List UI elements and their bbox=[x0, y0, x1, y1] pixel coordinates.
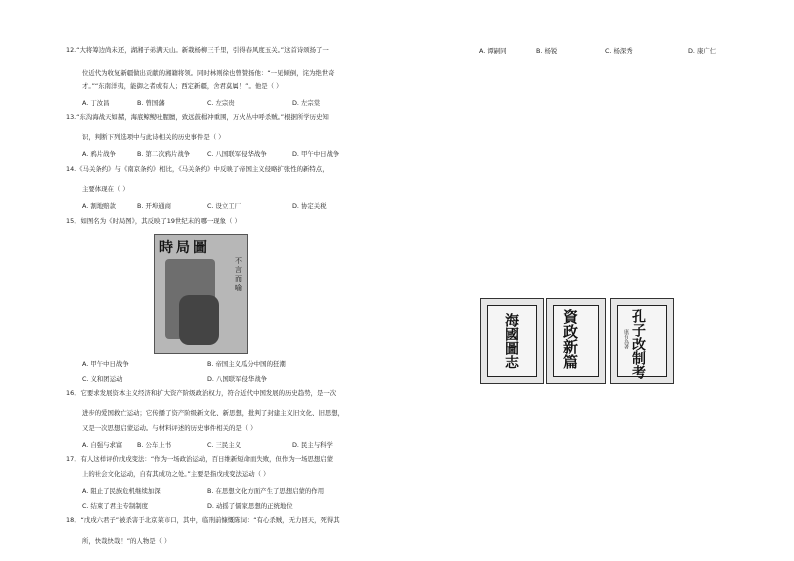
book2-title: 資政新篇 bbox=[561, 309, 579, 369]
q16-option-d: D. 民主与科学 bbox=[292, 441, 333, 449]
q18-option-c: C. 杨深秀 bbox=[605, 47, 633, 55]
q14-option-d: D. 协定关税 bbox=[292, 202, 327, 210]
book-cover-zizheng-xinpian bbox=[546, 298, 606, 384]
q16-line3: 又是一次思想启蒙运动。与材料评述的历史事件相关的是（ ） bbox=[82, 424, 257, 432]
q12-option-d: D. 左宗棠 bbox=[292, 99, 321, 107]
q17-option-d: D. 动摇了儒家思想的正统地位 bbox=[207, 502, 293, 510]
q16-option-b: B. 公车上书 bbox=[137, 441, 172, 449]
book3-title: 孔子改制考 bbox=[630, 309, 646, 379]
poster-figure-shadow bbox=[179, 295, 219, 345]
q15-option-c: C. 义和团运动 bbox=[82, 375, 123, 383]
q18-option-d: D. 康广仁 bbox=[688, 47, 717, 55]
q18-option-a: A. 谭嗣同 bbox=[479, 47, 507, 55]
q15-option-b: B. 帝国主义瓜分中国的狂潮 bbox=[207, 360, 286, 368]
q14-option-b: B. 开埠通商 bbox=[137, 202, 172, 210]
poster-side-text: 不言而喻 bbox=[235, 257, 242, 292]
q16-line1: 16．它要求发展资本主义经济和扩大资产阶级政治权力，符合近代中国发展的历史趋势，是一次 bbox=[66, 389, 337, 397]
q12-option-c: C. 左宗贵 bbox=[207, 99, 235, 107]
q12-option-b: B. 曾国藩 bbox=[137, 99, 165, 107]
q17-line1: 17．有人这样评价戊戌变法：“作为一场政治运动，百日维新短命而失败，但作为一场思想启蒙 bbox=[66, 455, 334, 463]
q12-line3: 才。”“东南洋夷，能御之者或有人；西定新疆，舍君莫属！”。他是（ ） bbox=[82, 82, 283, 90]
q15-option-a: A. 甲午中日战争 bbox=[82, 360, 129, 368]
q14-line1: 14.《马关条约》与《南京条约》相比，《马关条约》中反映了帝国主义侵略扩张性的新特点， bbox=[66, 165, 329, 173]
q14-line2: 主要体现在（ ） bbox=[82, 185, 129, 193]
shiju-tu-image bbox=[154, 234, 248, 354]
q13-line2: 识，判断下列选项中与此诗相关的历史事件是（ ） bbox=[82, 133, 225, 141]
q18-option-b: B. 杨锐 bbox=[536, 47, 558, 55]
q14-option-a: A. 割地赔款 bbox=[82, 202, 116, 210]
q17-line2: 上的社会文化运动，自有其成功之处。”主要是指戊戌变法运动（ ） bbox=[82, 470, 270, 478]
q15-line1: 15．如图名为《时局图》，其反映了19世纪末的哪一现象（ ） bbox=[66, 217, 241, 225]
book-cover-haiguo-tuzhi bbox=[480, 298, 544, 384]
q16-line2: 进步的爱国救亡运动；它传播了资产阶级新文化、新思想，批判了封建主义旧文化、旧思想， bbox=[82, 409, 345, 417]
q16-option-c: C. 三民主义 bbox=[207, 441, 242, 449]
q17-option-b: B. 在思想文化方面产生了思想启蒙的作用 bbox=[207, 487, 325, 495]
q13-line1: 13.“东沟海战天如赭，海底鲸鲵吐腥膻，致远鼓楫冲重围，万火丛中呼杀贼。”根据所学历史知 bbox=[66, 113, 329, 121]
q13-option-a: A. 鸦片战争 bbox=[82, 150, 116, 158]
q13-option-b: B. 第二次鸦片战争 bbox=[137, 150, 191, 158]
q17-option-a: A. 阻止了民族危机继续加深 bbox=[82, 487, 161, 495]
q15-option-d: D. 八国联军侵华战争 bbox=[207, 375, 268, 383]
book1-title: 海國圖志 bbox=[503, 313, 519, 369]
q18-line2: 所，快哉快哉！”的人物是（ ） bbox=[82, 537, 171, 545]
q18-line1: 18．“戊戌六君子”被杀害于北京菜市口，其中，临刑前慷慨陈词：“有心杀贼，无力回天，死得其 bbox=[66, 516, 340, 524]
q14-option-c: C. 设立工厂 bbox=[207, 202, 242, 210]
q16-option-a: A. 自强与求富 bbox=[82, 441, 123, 449]
poster-title: 時局圖 bbox=[159, 240, 210, 256]
q13-option-c: C. 八国联军侵华战争 bbox=[207, 150, 267, 158]
q12-line1: 12.“大将筹边尚未还，湖湘子弟满天山。新栽杨柳三千里，引得春风度玉关。”这首诗颂扬了一 bbox=[66, 46, 329, 54]
book-cover-kongzi-gaizhi-kao bbox=[610, 298, 674, 384]
book3-author: 康有為著 bbox=[623, 329, 629, 349]
q17-option-c: C. 结束了君主专制制度 bbox=[82, 502, 149, 510]
q13-option-d: D. 甲午中日战争 bbox=[292, 150, 340, 158]
q12-line2: 位近代为收复新疆做出贡献的湘籍将领。同时林则徐也曾赞扬他：“一见倾倒，诧为绝世奇 bbox=[82, 69, 335, 77]
q12-option-a: A. 丁汝昌 bbox=[82, 99, 110, 107]
